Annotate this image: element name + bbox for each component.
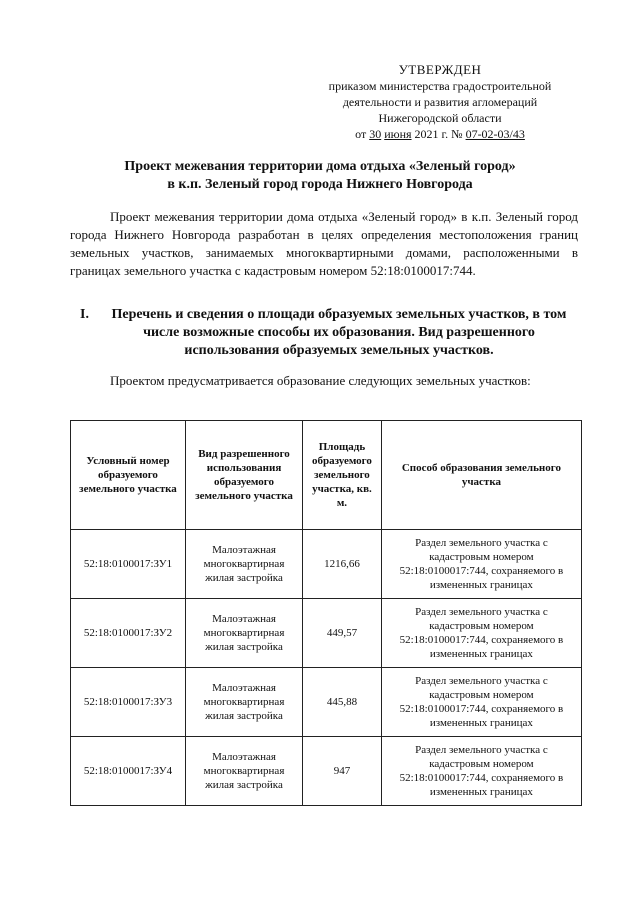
date-year: 2021 г. № (414, 127, 463, 141)
approval-line-2: деятельности и развития агломераций (342, 95, 538, 109)
document-title (40, 158, 600, 194)
header-permitted-use: Вид разрешенного использования образуемого земельного участка (185, 421, 302, 530)
section-line-2: числе возможные способы их образования. Вид разрешенного (143, 325, 535, 340)
table-header-row (71, 421, 582, 530)
table-row (71, 530, 582, 599)
section-number: I. (80, 307, 89, 322)
plot-use: Малоэтажная многоквартирная жилая застройка (185, 599, 302, 668)
plot-method: Раздел земельного участка с кадастровым номером 52:18:0100017:744, сохраняемого в измененных границах (381, 668, 581, 737)
table-row (71, 668, 582, 737)
plot-id: 52:18:0100017:ЗУ2 (71, 599, 186, 668)
header-area: Площадь образуемого земельного участка, кв. м. (303, 421, 382, 530)
date-prefix: от (355, 127, 367, 141)
section-line-1: Перечень и сведения о площади образуемых земельных участков, в том (111, 307, 567, 322)
approval-line-3: Нижегородской области (378, 111, 502, 125)
date-month: июня (384, 127, 412, 141)
section-line-3: использования образуемых земельных участков. (184, 343, 494, 358)
approval-heading: УТВЕРЖДЕН (398, 62, 482, 77)
plot-id: 52:18:0100017:ЗУ1 (71, 530, 186, 599)
date-day: 30 (369, 127, 382, 141)
header-plot-number: Условный номер образуемого земельного участка (71, 421, 186, 530)
table-row (71, 737, 582, 806)
plot-area: 445,88 (303, 668, 382, 737)
approval-stamp (300, 62, 580, 142)
plot-use: Малоэтажная многоквартирная жилая застройка (185, 668, 302, 737)
plot-id: 52:18:0100017:ЗУ4 (71, 737, 186, 806)
header-formation-method: Способ образования земельного участка (381, 421, 581, 530)
plot-id: 52:18:0100017:ЗУ3 (71, 668, 186, 737)
plot-use: Малоэтажная многоквартирная жилая застройка (185, 737, 302, 806)
title-line-2: в к.п. Зеленый город города Нижнего Новгорода (167, 177, 473, 192)
plot-area: 449,57 (303, 599, 382, 668)
plot-use: Малоэтажная многоквартирная жилая застройка (185, 530, 302, 599)
section-1-heading (72, 306, 580, 360)
table-row (71, 599, 582, 668)
plot-area: 1216,66 (303, 530, 382, 599)
plot-method: Раздел земельного участка с кадастровым номером 52:18:0100017:744, сохраняемого в измененных границах (381, 737, 581, 806)
title-line-1: Проект межевания территории дома отдыха «Зеленый город» (124, 159, 516, 174)
land-plots-table (70, 420, 582, 806)
plot-area: 947 (303, 737, 382, 806)
plot-method: Раздел земельного участка с кадастровым номером 52:18:0100017:744, сохраняемого в измененных границах (381, 599, 581, 668)
approval-line-1: приказом министерства градостроительной (328, 79, 552, 93)
intro-paragraph: Проект межевания территории дома отдыха «Зеленый город» в к.п. Зеленый город города Нижнего Новгорода разработан в целях определения местоположения границ земельных участков, занимаемых многоквартирными домами, расположенными в границах земельного участка с кадастровым номером 52:18:0100017:744. (70, 209, 578, 278)
lead-paragraph: Проектом предусматривается образование следующих земельных участков: (110, 373, 531, 388)
order-number: 07-02-03/43 (465, 127, 525, 141)
plot-method: Раздел земельного участка с кадастровым номером 52:18:0100017:744, сохраняемого в измененных границах (381, 530, 581, 599)
approval-date-line (300, 126, 580, 142)
